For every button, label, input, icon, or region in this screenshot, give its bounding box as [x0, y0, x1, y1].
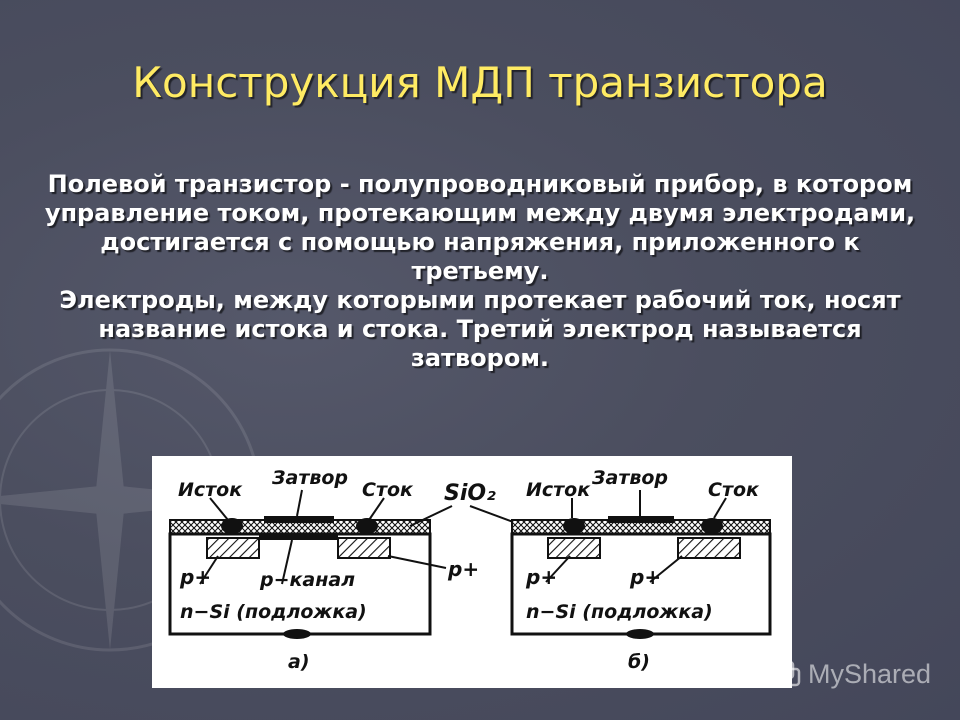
watermark-text: MyShared	[808, 658, 932, 689]
right-drain-region	[678, 538, 740, 558]
definition-paragraph: Полевой транзистор - полупроводниковый прибор, в котором управление током, протекающим между двумя электродами, достигается с помощью напряжения, приложенного к третьему.	[44, 170, 916, 285]
left-transistor-diagram	[170, 467, 430, 673]
right-source-contact	[563, 518, 585, 534]
left-channel-label: p−канал	[260, 569, 356, 591]
right-gate-electrode	[608, 516, 674, 523]
center-p-plus-label: p+	[448, 557, 480, 581]
oxide-label: SiO₂	[444, 481, 496, 506]
mos-transistor-figure	[152, 456, 792, 688]
right-caption: б)	[628, 651, 650, 673]
right-source-region	[548, 538, 600, 558]
left-gate-electrode	[264, 516, 334, 523]
left-source-contact	[221, 518, 243, 534]
slide-body-text	[40, 170, 920, 373]
left-gate-label: Затвор	[272, 467, 349, 489]
left-drain-label: Сток	[362, 479, 413, 501]
left-substrate-label: n−Si (подложка)	[180, 601, 367, 623]
myshared-logo-icon	[768, 657, 802, 691]
right-bottom-contact	[626, 629, 654, 639]
myshared-watermark	[768, 656, 931, 692]
left-drain-contact	[356, 518, 378, 534]
electrodes-paragraph: Электроды, между которыми протекает рабочий ток, носят название истока и стока. Третий электрод называется затвором.	[59, 286, 901, 372]
right-p-plus-right-label: p+	[630, 565, 662, 589]
right-p-plus-left-label: p+	[526, 565, 558, 589]
right-drain-label: Сток	[708, 479, 759, 501]
left-source-label: Исток	[178, 479, 243, 501]
left-drain-region	[338, 538, 390, 558]
right-substrate-label: n−Si (подложка)	[526, 601, 713, 623]
left-p-plus-label: p+	[180, 565, 212, 589]
left-bottom-contact	[283, 629, 311, 639]
right-gate-label: Затвор	[592, 467, 669, 489]
left-channel	[259, 535, 338, 540]
left-source-region	[207, 538, 259, 558]
right-transistor-diagram	[512, 467, 770, 673]
right-drain-contact	[701, 518, 723, 534]
slide-title: Конструкция МДП транзистора	[132, 58, 828, 107]
left-caption: а)	[288, 651, 310, 673]
right-source-label: Исток	[526, 479, 591, 501]
